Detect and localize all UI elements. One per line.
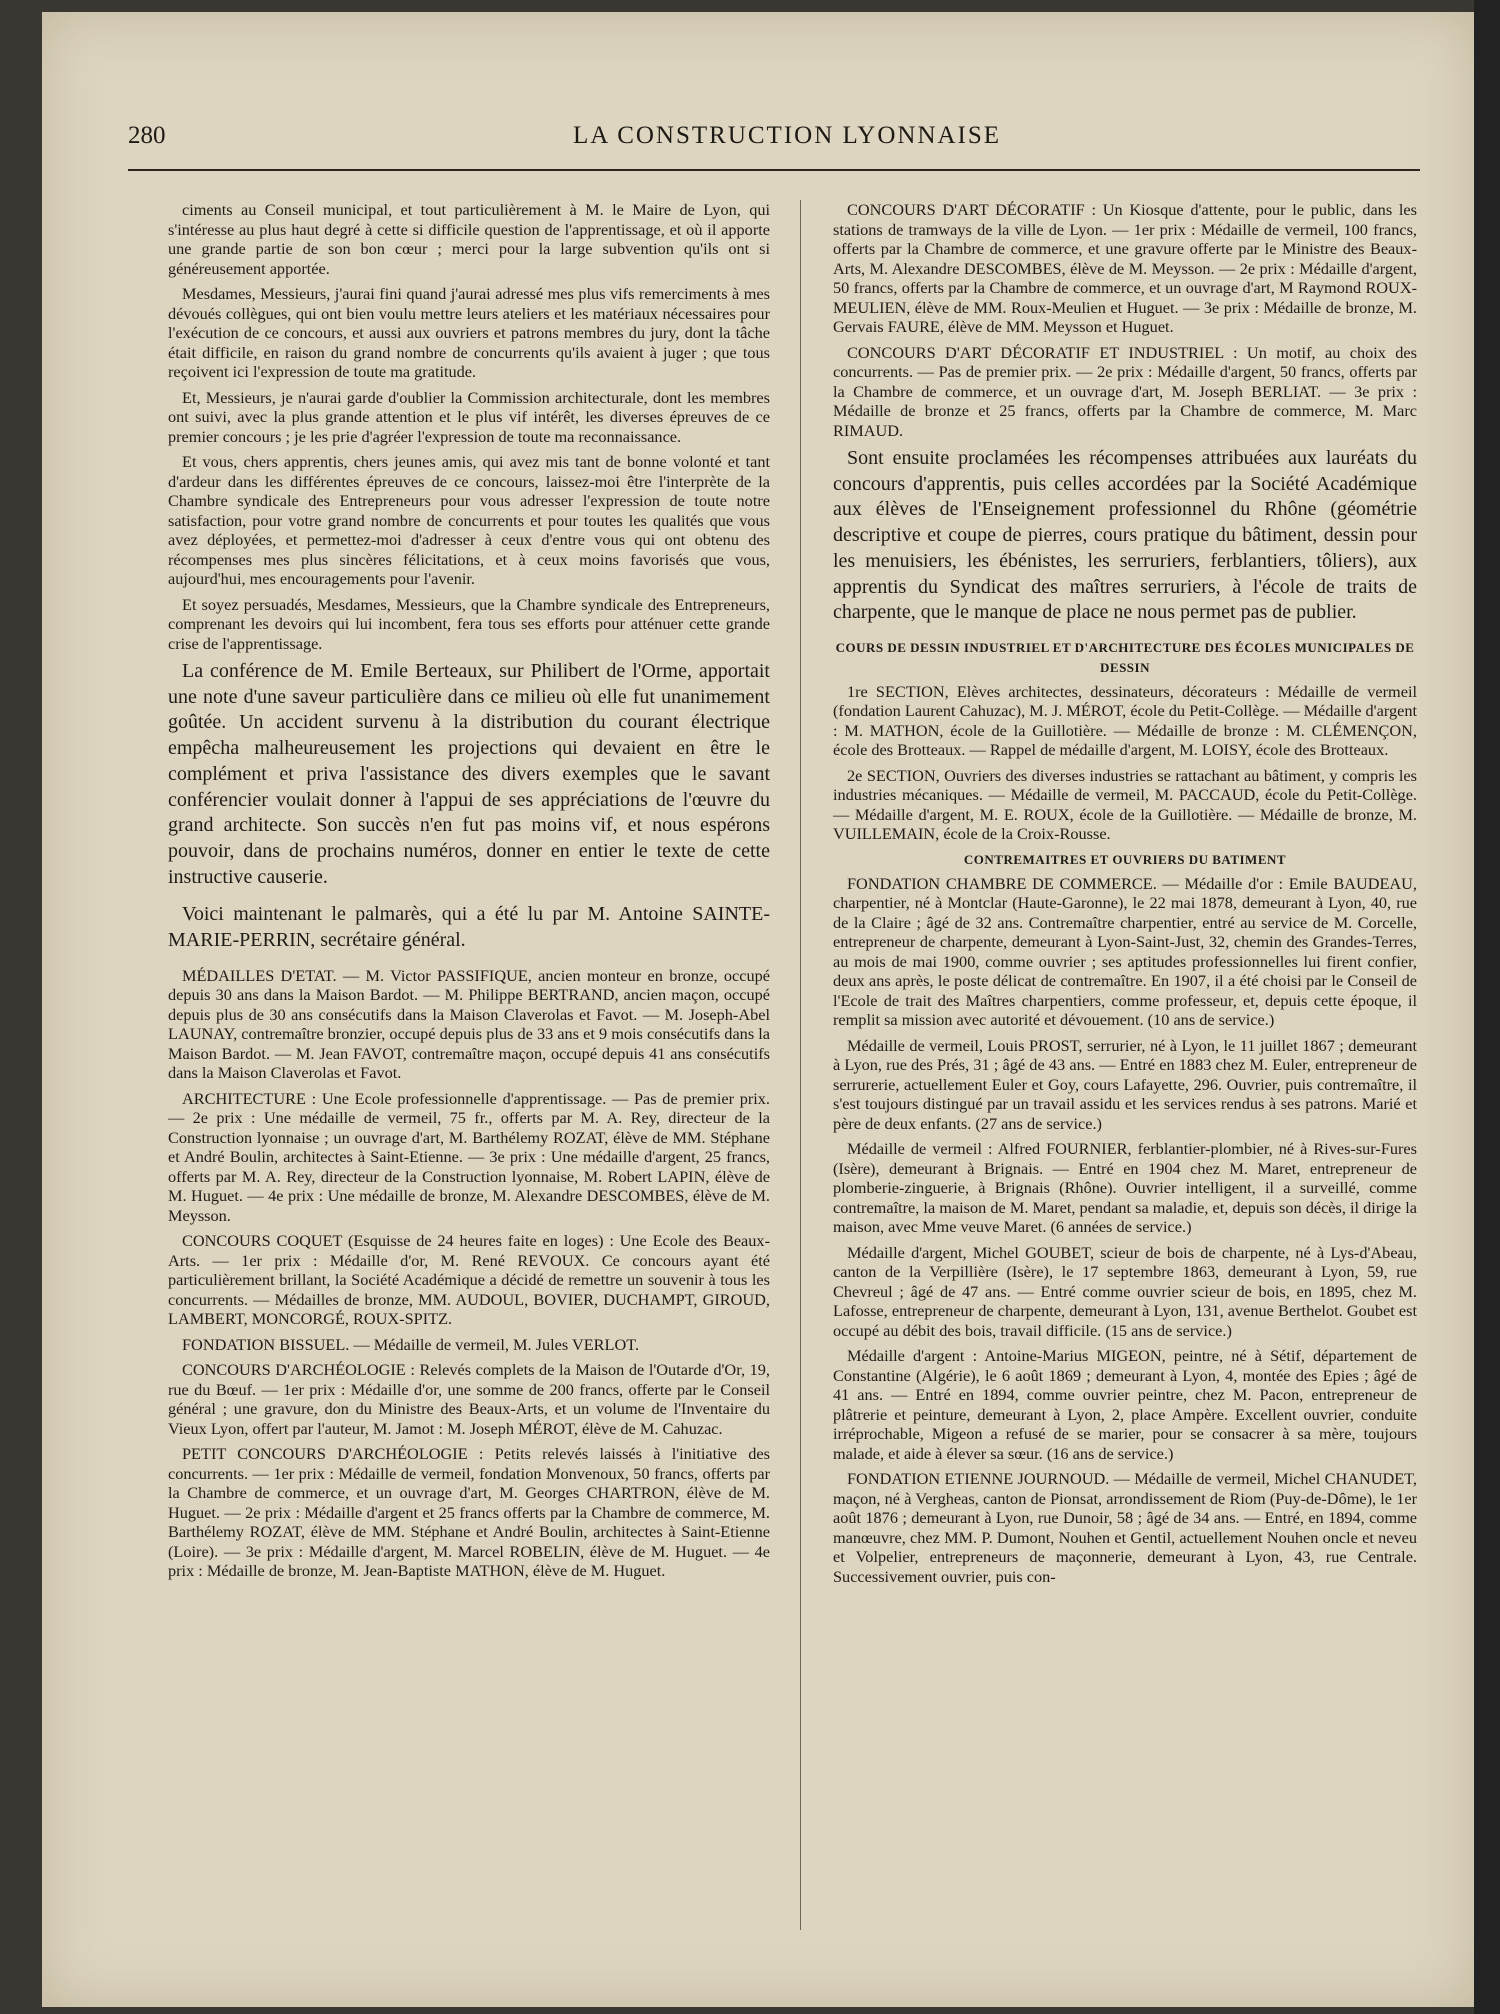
section-heading: COURS DE DESSIN INDUSTRIEL ET D'ARCHITECTURE DES ÉCOLES MUNICIPALES DE DESSIN [835,639,1415,675]
paragraph: ciments au Conseil municipal, et tout particulièrement à M. le Maire de Lyon, qui s'intéresse au plus haut degré à cette si difficile question de l'apprentissage, et où il apporte une grande partie de son bon cœur ; merci pour la large subvention qu'ils ont si généreusement apportée. [168,200,770,278]
paragraph: CONCOURS COQUET (Esquisse de 24 heures faite en loges) : Une Ecole des Beaux-Arts. — 1er prix : Médaille d'or, M. René REVOUX. Ce concours ayant été particulièrement brillant, la Société Académique a décidé de remettre un souvenir à tous les concurrents. — Médailles de bronze, MM. AUDOUL, BOVIER, DUCHAMPT, GIROUD, LAMBERT, MONCORGÉ, ROUX-SPITZ. [168,1231,770,1329]
paragraph: Voici maintenant le palmarès, qui a été lu par M. Antoine SAINTE-MARIE-PERRIN, secrétaire général. [168,903,770,952]
paragraph: MÉDAILLES D'ETAT. — M. Victor PASSIFIQUE, ancien monteur en bronze, occupé depuis 30 ans dans la Maison Bardot. — M. Philippe BERTRAND, ancien maçon, occupé depuis plus de 30 ans consécutifs dans la Maison Claverolas et Favot. — M. Joseph-Abel LAUNAY, contremaître bronzier, occupé depuis plus de 33 ans et 9 mois consécutifs dans la Maison Bardot. — M. Jean FAVOT, contremaître maçon, occupé depuis 41 ans consécutifs dans la Maison Claverolas et Favot. [168,965,770,1083]
page-number: 280 [128,122,166,149]
paragraph: CONCOURS D'ART DÉCORATIF : Un Kiosque d'attente, pour le public, dans les stations de tramways de la ville de Lyon. — 1er prix : Médaille de vermeil, 100 francs, offerts par la Chambre de commerce, et une gravure offerte par le Ministre des Beaux-Arts, M. Alexandre DESCOMBES, élève de M. Meysson. — 2e prix : Médaille d'argent, 50 francs, offerts par la Chambre de commerce, et un ouvrage d'art, M Raymond ROUX-MEULIEN, élève de MM. Roux-Meulien et Huguet. — 3e prix : Médaille de bronze, M. Gervais FAURE, élève de MM. Meysson et Huguet. [833,200,1417,336]
paragraph: Mesdames, Messieurs, j'aurai fini quand j'aurai adressé mes plus vifs remerciments à mes dévoués collègues, qui ont bien voulu mettre leurs ateliers et les matériaux nécessaires pour l'exécution de ce concours, et aussi aux ouvriers et patrons membres du jury, dont la tâche était difficile, en raison du grand nombre de concurrents qu'ils avaient à juger ; que tous reçoivent ici l'expression de toute ma gratitude. [168,284,770,381]
left-column [168,200,770,1587]
paragraph: Médaille de vermeil : Alfred FOURNIER, ferblantier-plombier, né à Rives-sur-Fures (Isère), demeurant à Brignais. — Entré en 1904 chez M. Maret, entrepreneur de plomberie-zinguerie, à Brignais (Rhône). Ouvrier intelligent, il a surveillé, comme contremaître, la maison de M. Maret, pendant sa maladie, et, depuis son décès, il dirige la maison, avec Mme veuve Maret. (6 années de service.) [833,1139,1417,1237]
paragraph: FONDATION BISSUEL. — Médaille de vermeil, M. Jules VERLOT. [182,1334,640,1354]
paragraph: Et soyez persuadés, Mesdames, Messieurs, que la Chambre syndicale des Entrepreneurs, comprenant les devoirs qui lui incombent, fera tous ses efforts pour atténuer cette grande crise de l'apprentissage. [168,594,770,653]
paragraph: FONDATION ETIENNE JOURNOUD. — Médaille de vermeil, Michel CHANUDET, maçon, né à Vergheas, canton de Pionsat, arrondissement de Riom (Puy-de-Dôme), le 1er août 1876 ; demeurant à Lyon, rue Dunoir, 58 ; âgé de 34 ans. — Entré, en 1894, comme manœuvre, chez MM. P. Dumont, Nouhen et Gentil, actuellement Nouhen oncle et neveu et Volpelier, entrepreneurs de maçonnerie, demeurant à Lyon, 43, rue Centrale. Successivement ouvrier, puis con- [833,1469,1417,1586]
paragraph: La conférence de M. Emile Berteaux, sur Philibert de l'Orme, apportait une note d'une saveur particulière dans ce milieu où elle fut unanimement goûtée. Un accident survenu à la distribution du courant électrique empêcha malheureusement les projections qui devaient en être le complément et priva l'assistance des divers exemples que le savant conférencier voulait donner à l'appui de ses appréciations de l'œuvre du grand architecte. Son succès n'en fut pas moins vif, et nous espérons pouvoir, dans de prochains numéros, donner en entier le texte de cette instructive causerie. [168,660,770,888]
paragraph: Et, Messieurs, je n'aurai garde d'oublier la Commission architecturale, dont les membres ont suivi, avec la plus grande attention et le plus vif intérêt, les diverses épreuves de ce premier concours ; je les prie d'agréer l'expression de toute ma reconnaissance. [168,387,770,446]
paragraph: 2e SECTION, Ouvriers des diverses industries se rattachant au bâtiment, y compris les industries mécaniques. — Médaille de vermeil, M. PACCAUD, école du Petit-Collège. — Médaille d'argent, M. E. ROUX, école de la Guillotière. — Médaille de bronze, M. VUILLEMAIN, école de la Croix-Rousse. [833,765,1417,844]
paragraph: 1re SECTION, Elèves architectes, dessinateurs, décorateurs : Médaille de vermeil (fondation Laurent Cahuzac), M. J. MÉROT, école du Petit-Collège. — Médaille d'argent : M. MATHON, école de la Guillotière. — Médaille de bronze : M. CLÉMENÇON, école des Brotteaux. — Rappel de médaille d'argent, M. LOISY, école des Brotteaux. [833,681,1417,760]
journal-title: LA CONSTRUCTION LYONNAISE [573,122,1002,149]
column-divider [800,200,801,1930]
paragraph: ARCHITECTURE : Une Ecole professionnelle d'apprentissage. — Pas de premier prix. — 2e prix : Une médaille de vermeil, 75 fr., offerts par M. A. Rey, directeur de la Construction lyonnaise ; un ouvrage d'art, M. Barthélemy ROZAT, élève de MM. Stéphane et André Boulin, architectes à Saint-Etienne. — 3e prix : Une médaille d'argent, 25 francs, offerts par M. A. Rey, directeur de la Construction lyonnaise, M. Robert LAPIN, élève de M. Huguet. — 4e prix : Une médaille de bronze, M. Alexandre DESCOMBES, élève de M. Meysson. [168,1088,770,1225]
header-rule [128,169,1420,171]
paragraph: CONCOURS D'ARCHÉOLOGIE : Relevés complets de la Maison de l'Outarde d'Or, 19, rue du Bœuf. — 1er prix : Médaille d'or, une somme de 200 francs, offerte par le Conseil général ; une gravure, don du Ministre des Beaux-Arts, et un volume de l'Inventaire du Vieux Lyon, offert par l'auteur, M. Jamot : M. Joseph MÉROT, élève de M. Cahuzac. [168,1360,770,1438]
paragraph: Et vous, chers apprentis, chers jeunes amis, qui avez mis tant de bonne volonté et tant d'ardeur dans les différentes épreuves de ce concours, laissez-moi être l'interprète de la Chambre syndicale des Entrepreneurs pour vous adresser l'expression de toute notre satisfaction, pour votre grand nombre de concurrents et pour toutes les qualités que vous avez déployées, et permettez-moi d'adresser à ceux d'entre vous qui ont obtenu des récompenses mes plus sincères félicitations, et à ceux moins favorisés que vous, aujourd'hui, mes encouragements pour l'avenir. [168,452,770,588]
binding-edge [1474,0,1500,2014]
paragraph: Médaille d'argent, Michel GOUBET, scieur de bois de charpente, né à Lys-d'Abeau, canton de la Verpillière (Isère), le 17 septembre 1863, demeurant à Lyon, 59, rue Chevreul ; âgé de 47 ans. — Entré comme ouvrier scieur de bois, en 1895, chez M. Lafosse, entrepreneur de charpente, demeurant à Lyon, 131, avenue Berthelot. Goubet est occupé au débit des bois, travail difficile. (15 ans de service.) [833,1242,1417,1340]
paragraph: CONCOURS D'ART DÉCORATIF ET INDUSTRIEL : Un motif, au choix des concurrents. — Pas de premier prix. — 2e prix : Médaille d'argent, 50 francs, offerts par la Chambre de commerce, et un ouvrage d'art, M. Joseph BERLIAT. — 3e prix : Médaille de bronze et 25 francs, offerts par la Chambre de commerce, M. Marc RIMAUD. [833,342,1417,440]
paragraph: Médaille d'argent : Antoine-Marius MIGEON, peintre, né à Sétif, département de Constantine (Algérie), le 6 août 1869 ; demeurant à Lyon, 4, montée des Epies ; âgé de 41 ans. — Entré en 1894, comme ouvrier peintre, chez M. Pacon, entrepreneur de plâtrerie et peinture, demeurant à Lyon, 2, place Ampère. Excellent ouvrier, conduite irréprochable, Migeon a refusé de se marier, pour se consacrer à sa mère, toujours malade, et aide à élever sa sœur. (16 ans de service.) [833,1346,1417,1463]
paragraph: Sont ensuite proclamées les récompenses attribuées aux lauréats du concours d'apprentis, puis celles accordées par la Société Académique aux élèves de l'Enseignement professionnel du Rhône (géométrie descriptive et coupe de pierres, cours pratique du bâtiment, dessin pour les menuisiers, les ébénistes, les serruriers, ferblantiers, tôliers), aux apprentis du Syndicat des maîtres serruriers, à l'école de traits de charpente, que le manque de place ne nous permet pas de publier. [833,447,1417,624]
paragraph: Médaille de vermeil, Louis PROST, serrurier, né à Lyon, le 11 juillet 1867 ; demeurant à Lyon, rue des Prés, 31 ; âgé de 43 ans. — Entré en 1883 chez M. Euler, entrepreneur de serrurerie, actuellement Euler et Goy, cours Lafayette, 296. Ouvrier, puis contremaître, il s'est toujours distingué par un travail assidu et les services rendus à ses patrons. Marié et père de deux enfants. (27 ans de service.) [833,1035,1417,1133]
paragraph: PETIT CONCOURS D'ARCHÉOLOGIE : Petits relevés laissés à l'initiative des concurrents. — 1er prix : Médaille de vermeil, fondation Monvenoux, 50 francs, offerts par la Chambre de commerce, et un ouvrage d'art, M. Georges CHARTRON, élève de M. Huguet. — 2e prix : Médaille d'argent et 25 francs offerts par la Chambre de commerce, M. Barthélemy ROZAT, élève de MM. Stéphane et André Boulin, architectes à Saint-Etienne (Loire). — 3e prix : Médaille d'argent, M. Marcel ROBELIN, élève de M. Huguet. — 4e prix : Médaille de bronze, M. Jean-Baptiste MATHON, élève de M. Huguet. [168,1444,770,1581]
section-heading: CONTREMAITRES ET OUVRIERS DU BATIMENT [963,851,1287,867]
paragraph: FONDATION CHAMBRE DE COMMERCE. — Médaille d'or : Emile BAUDEAU, charpentier, né à Montclar (Haute-Garonne), le 22 mai 1878, demeurant à Lyon, 40, rue de la Claire ; âgé de 32 ans. Contremaître charpentier, entré au service de M. Corcelle, entrepreneur de charpente, demeurant à Lyon-Saint-Just, 32, chemin des Grandes-Terres, au mois de mai 1900, comme ouvrier ; ses aptitudes professionnelles lui firent confier, deux ans après, le poste délicat de contremaître. En 1907, il a été choisi par le Conseil de l'Ecole de trait des Maîtres charpentiers, comme professeur, et, depuis cette époque, il remplit sa mission avec autorité et dévouement. (10 ans de service.) [833,873,1417,1030]
right-column [833,200,1417,1592]
